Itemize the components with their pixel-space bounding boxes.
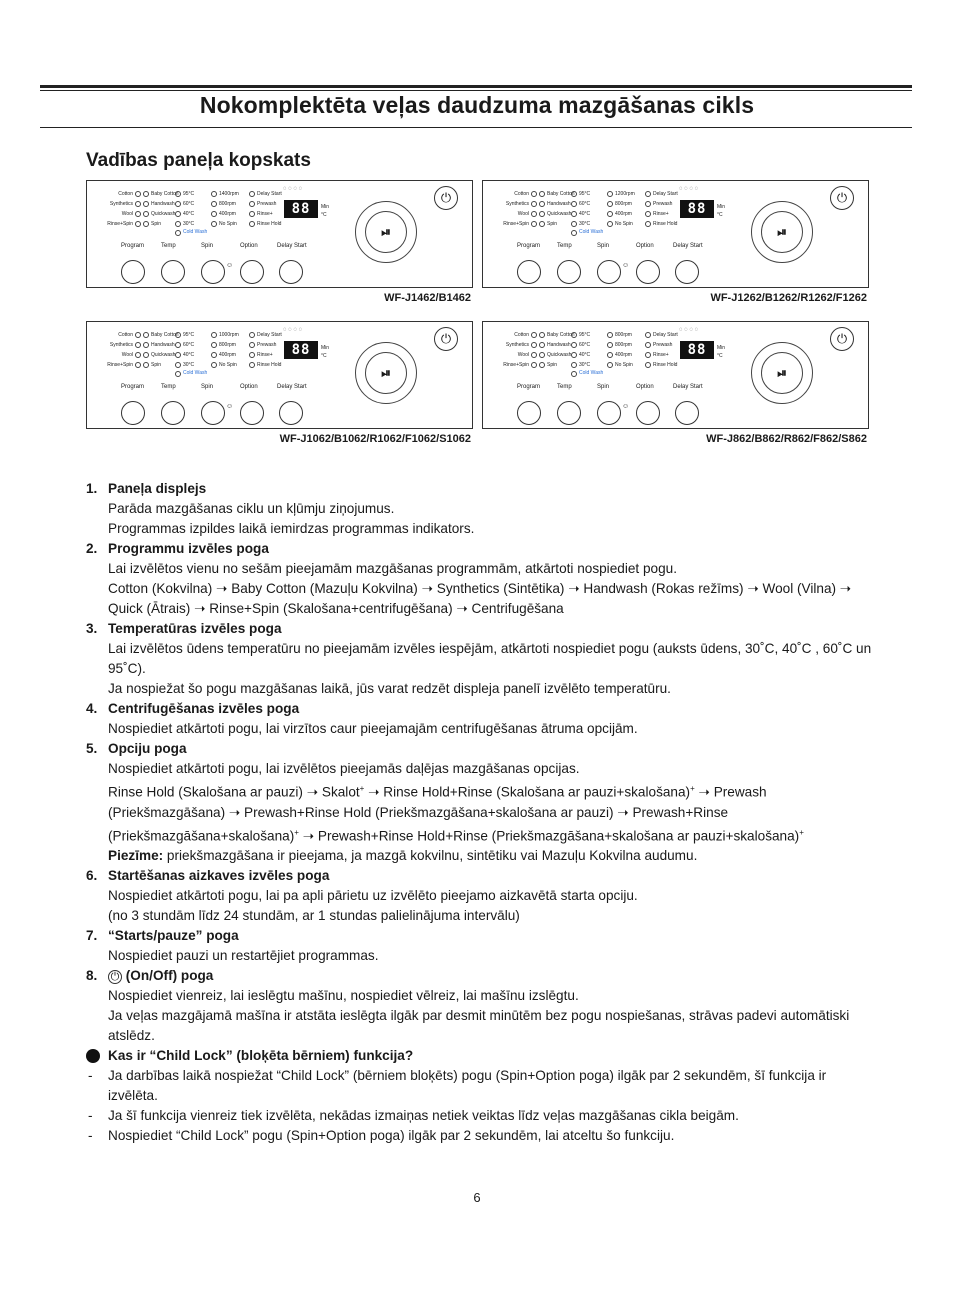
program-list: Cotton Synthetics Wool Rinse+Spin <box>93 189 143 229</box>
item-title: Programmu izvēles poga <box>108 541 269 556</box>
item-title: Centrifugēšanas izvēles poga <box>108 701 300 716</box>
option-button[interactable] <box>240 401 264 425</box>
temp-button[interactable] <box>161 401 185 425</box>
list-item <box>86 699 876 739</box>
start-pause-icon: ⏯ <box>761 211 803 253</box>
button-label: Option <box>240 384 258 390</box>
option-list: Delay Start Prewash Rinse+ Rinse Hold <box>247 189 282 229</box>
button-label: Delay Start <box>673 384 703 390</box>
item-number: 4. <box>86 701 98 716</box>
item-title: ⏻ (On/Off) poga <box>108 966 876 986</box>
list-item <box>86 926 876 966</box>
control-panel <box>482 180 869 288</box>
page-number: 6 <box>473 1190 481 1205</box>
list-item <box>86 539 876 619</box>
bullet-icon <box>86 1049 100 1063</box>
item-title: Paneļa displejs <box>108 481 207 496</box>
start-pause-dial[interactable] <box>355 342 417 404</box>
button-label: Delay Start <box>277 384 307 390</box>
child-lock-icon: ☺ <box>622 403 630 410</box>
item-text: Ja nospiežat šo pogu mazgāšanas laikā, jūs varat redzēt displeja panelī izvēlēto temperatūru. <box>108 681 671 696</box>
power-icon: ⏻ <box>108 970 122 984</box>
button-label: Temp <box>161 384 176 390</box>
spin-button[interactable] <box>201 401 225 425</box>
start-pause-dial[interactable] <box>355 201 417 263</box>
item-text: Nospiediet atkārtoti pogu, lai pa apli pārietu uz izvēlēto pieejamo aizkavētā starta opciju. <box>108 888 638 904</box>
button-label: Delay Start <box>277 243 307 249</box>
item-text: Nospiediet pauzi un restartējiet programmas. <box>108 948 379 964</box>
list-item: - Nospiediet “Child Lock” pogu (Spin+Option poga) ilgāk par 2 sekundēm, lai atceltu šo funkciju. <box>88 1128 675 1144</box>
segment-display: 88 <box>680 341 714 359</box>
page-title: Nokomplektēta veļas daudzuma mazgāšanas cikls <box>199 92 755 118</box>
segment-display: 88 <box>284 200 318 218</box>
button-label: Program <box>121 243 145 249</box>
option-button[interactable] <box>636 260 660 284</box>
list-item <box>86 866 876 926</box>
program-button[interactable] <box>121 401 145 425</box>
power-button[interactable]: ⏻ <box>830 186 854 210</box>
segment-display: 88 <box>680 200 714 218</box>
note: Piezīme: priekšmazgāšana ir pieejama, ja mazgā kokvilnu, sintētiku vai Mazuļu Kokvilna audumu. <box>108 848 698 864</box>
delay-start-button[interactable] <box>279 401 303 425</box>
program-list-2: Baby Cotton Handwash Quickwash Spin <box>537 330 575 370</box>
child-lock-icon: ☺ <box>622 262 630 269</box>
status-icons: ◌ ◌ ◌ ◌ <box>283 186 303 192</box>
option-list: Delay Start Prewash Rinse+ Rinse Hold <box>643 189 678 229</box>
spin-button[interactable] <box>597 401 621 425</box>
child-lock-title: Kas ir “Child Lock” (bloķēta bērniem) funkcija? <box>108 1048 414 1064</box>
program-button[interactable] <box>121 260 145 284</box>
list-item <box>86 739 876 866</box>
option-list: Delay Start Prewash Rinse+ Rinse Hold <box>247 330 282 370</box>
program-list-2: Baby Cotton Handwash Quickwash Spin <box>141 330 179 370</box>
power-button[interactable]: ⏻ <box>434 186 458 210</box>
segment-display: 88 <box>284 341 318 359</box>
item-number: 2. <box>86 541 98 556</box>
item-text: Nospiediet atkārtoti pogu, lai izvēlētos pieejamās daļējas mazgāšanas opcijas. <box>108 761 580 776</box>
program-list: Cotton Synthetics Wool Rinse+Spin <box>93 330 143 370</box>
control-panel <box>482 321 869 429</box>
display-units: Min °C <box>321 204 330 218</box>
temp-button[interactable] <box>557 401 581 425</box>
button-label: Program <box>517 384 541 390</box>
button-label: Temp <box>557 243 572 249</box>
list-item <box>86 479 876 539</box>
start-pause-icon: ⏯ <box>761 352 803 394</box>
item-title: “Starts/pauze” poga <box>108 928 239 944</box>
child-lock-icon: ☺ <box>226 262 234 269</box>
item-text: Nospiediet atkārtoti pogu, lai virzītos caur pieejamajām centrifugēšanas ātruma opcijām. <box>108 721 638 736</box>
header-rule-thick <box>40 85 912 88</box>
section-title: Vadības paneļa kopskats <box>86 150 311 171</box>
display-units: Min °C <box>321 345 330 359</box>
item-text: Programmas izpildes laikā iemirdzas programmas indikators. <box>108 521 475 536</box>
model-caption: WF-J1462/B1462 <box>384 292 471 304</box>
button-label: Option <box>636 384 654 390</box>
button-label: Spin <box>597 384 610 390</box>
button-label: Option <box>240 243 258 249</box>
option-button[interactable] <box>636 401 660 425</box>
instructions-list <box>86 479 876 1146</box>
header-rule-thin <box>40 90 912 91</box>
item-text: Cotton (Kokvilna) ➝ Baby Cotton (Mazuļu Kokvilna) ➝ Synthetics (Sintētika) ➝ Handwash (Rokas režīms) ➝ Wool (Vilna) ➝ Quick (Ātrais) ➝ Rinse+Spin (Skalošana+centrifugēšana) ➝ Centrifugēšana <box>108 581 852 616</box>
delay-start-button[interactable] <box>675 401 699 425</box>
spin-button[interactable] <box>597 260 621 284</box>
status-icons: ◌ ◌ ◌ ◌ <box>283 327 303 333</box>
item-text: Parāda mazgāšanas ciklu un kļūmju ziņojumus. <box>108 501 395 516</box>
child-lock-icon: ☺ <box>226 403 234 410</box>
status-icons: ◌ ◌ ◌ ◌ <box>679 327 699 333</box>
button-label: Delay Start <box>673 243 703 249</box>
item-text: Nospiediet vienreiz, lai ieslēgtu mašīnu, nospiediet vēlreiz, lai mašīnu izslēgtu. <box>108 988 579 1004</box>
start-pause-icon: ⏯ <box>365 352 407 394</box>
item-number: 8. <box>86 968 98 984</box>
program-list-2: Baby Cotton Handwash Quickwash Spin <box>537 189 575 229</box>
spin-list: 1000rpm 800rpm 400rpm No Spin <box>209 330 239 370</box>
child-lock-section <box>86 1046 876 1066</box>
button-label: Temp <box>161 243 176 249</box>
temperature-list: 95°C 60°C 40°C 30°C Cold Wash <box>173 330 207 377</box>
status-icons: ◌ ◌ ◌ ◌ <box>679 186 699 192</box>
model-caption: WF-J1262/B1262/R1262/F1262 <box>710 292 867 304</box>
button-label: Option <box>636 243 654 249</box>
program-button[interactable] <box>517 260 541 284</box>
power-button[interactable]: ⏻ <box>830 327 854 351</box>
option-list: Delay Start Prewash Rinse+ Rinse Hold <box>643 330 678 370</box>
program-button[interactable] <box>517 401 541 425</box>
delay-start-button[interactable] <box>279 260 303 284</box>
spin-list: 1400rpm 800rpm 400rpm No Spin <box>209 189 239 229</box>
temperature-list: 95°C 60°C 40°C 30°C Cold Wash <box>569 330 603 377</box>
item-title: Temperatūras izvēles poga <box>108 621 282 636</box>
item-number: 5. <box>86 741 98 756</box>
button-label: Spin <box>597 243 610 249</box>
start-pause-dial[interactable] <box>751 201 813 263</box>
power-button[interactable]: ⏻ <box>434 327 458 351</box>
program-list: Cotton Synthetics Wool Rinse+Spin <box>489 330 539 370</box>
temperature-list: 95°C 60°C 40°C 30°C Cold Wash <box>173 189 207 236</box>
item-text: Lai izvēlētos vienu no sešām pieejamām mazgāšanas programmām, atkārtoti nospiediet pogu. <box>108 561 677 576</box>
item-number: 6. <box>86 868 98 884</box>
item-number: 7. <box>86 928 98 944</box>
button-label: Temp <box>557 384 572 390</box>
spin-button[interactable] <box>201 260 225 284</box>
temperature-list: 95°C 60°C 40°C 30°C Cold Wash <box>569 189 603 236</box>
item-text: (no 3 stundām līdz 24 stundām, ar 1 stundas palielinājuma intervālu) <box>108 908 520 924</box>
list-item <box>86 619 876 699</box>
item-title: Opciju poga <box>108 741 187 756</box>
temp-button[interactable] <box>557 260 581 284</box>
spin-list: 800rpm 800rpm 400rpm No Spin <box>605 330 633 370</box>
button-label: Program <box>517 243 541 249</box>
model-caption: WF-J862/B862/R862/F862/S862 <box>706 433 867 445</box>
list-item <box>86 966 876 1046</box>
button-label: Spin <box>201 384 214 390</box>
control-panel <box>86 321 473 429</box>
program-list: Cotton Synthetics Wool Rinse+Spin <box>489 189 539 229</box>
spin-list: 1200rpm 800rpm 400rpm No Spin <box>605 189 635 229</box>
button-label: Spin <box>201 243 214 249</box>
item-title: Startēšanas aizkaves izvēles poga <box>108 868 330 884</box>
item-number: 3. <box>86 621 98 636</box>
delay-start-button[interactable] <box>675 260 699 284</box>
button-label: Program <box>121 384 145 390</box>
list-item: - Ja šī funkcija vienreiz tiek izvēlēta, nekādas izmaiņas netiek veiktas līdz veļas mazgāšanas cikla beigām. <box>88 1108 739 1124</box>
program-list-2: Baby Cotton Handwash Quickwash Spin <box>141 189 179 229</box>
item-text: Ja veļas mazgājamā mašīna ir atstāta ieslēgta ilgāk par desmit minūtēm bez pogu nospiešanas, strāvas padevi automātiski atslēdz. <box>108 1008 850 1044</box>
start-pause-icon: ⏯ <box>365 211 407 253</box>
display-units: Min °C <box>717 204 726 218</box>
option-button[interactable] <box>240 260 264 284</box>
title-rule <box>40 127 912 128</box>
list-item: - Ja darbības laikā nospiežat “Child Lock” (bērniem bloķēts) pogu (Spin+Option poga) ilgāk par 2 sekundēm, šī funkcija ir izvēlēta. <box>88 1068 827 1104</box>
item-number: 1. <box>86 481 98 496</box>
start-pause-dial[interactable] <box>751 342 813 404</box>
display-units: Min °C <box>717 345 726 359</box>
item-text: Lai izvēlētos ūdens temperatūru no pieejamām izvēles iespējām, atkārtoti nospiediet pogu (auksts ūdens, 30˚C, 40˚C , 60˚C un 95˚C). <box>108 641 872 676</box>
option-sequence: Rinse Hold (Skalošana ar pauzi) ➝ Skalot+ ➝ Rinse Hold+Rinse (Skalošana ar pauzi+skalošana)+ ➝ Prewash (Priekšmazgāšana) ➝ Prewash+Rinse Hold (Priekšmazgāšana+skalošana ar pauzi) ➝ Prewash+Rinse (Priekšmazgāšana+skalošana)+ ➝ Prewash+Rinse Hold+Rinse (Priekšmazgāšana+skalošana ar pauzi+skalošana)+ <box>108 784 804 844</box>
control-panel <box>86 180 473 288</box>
temp-button[interactable] <box>161 260 185 284</box>
model-caption: WF-J1062/B1062/R1062/F1062/S1062 <box>279 433 471 445</box>
